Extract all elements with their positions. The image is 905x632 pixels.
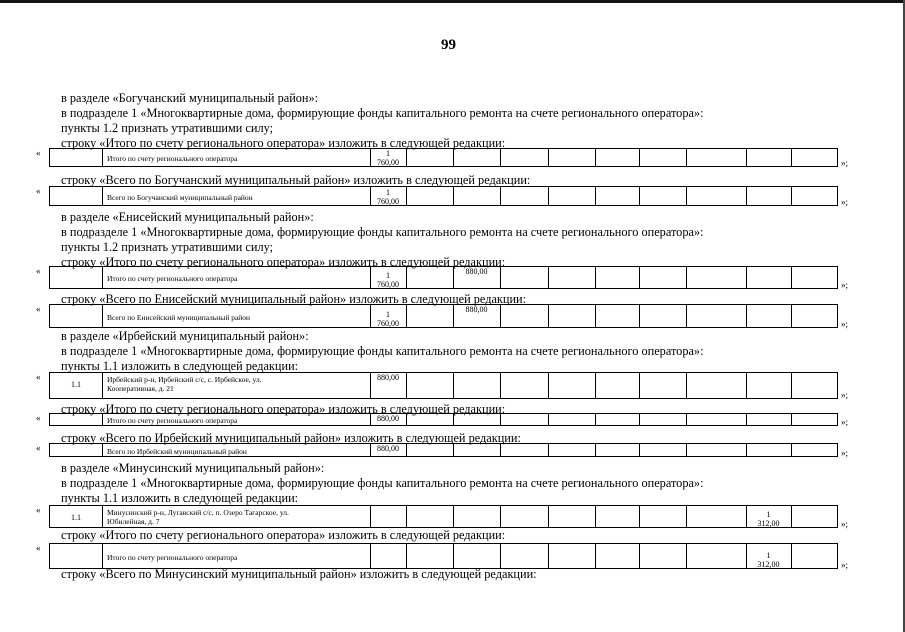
table-cell-divider xyxy=(406,373,407,398)
table-cell-divider xyxy=(595,373,596,398)
table-cell-divider xyxy=(791,414,792,425)
row-title xyxy=(107,313,250,322)
text-line: строку «Всего по Ирбейский муниципальный район» изложить в следующей редакции: xyxy=(61,431,521,445)
table-cell-divider xyxy=(406,187,407,205)
text-line: в разделе «Богучанский муниципальный район»: xyxy=(61,91,319,105)
text-line: строку «Итого по счету регионального оператора» изложить в следующей редакции: xyxy=(61,402,506,416)
table-cell-divider xyxy=(453,149,454,166)
quote-close: »; xyxy=(841,158,849,168)
table-cell-divider xyxy=(500,305,501,327)
table-cell-divider xyxy=(686,373,687,398)
table-cell-divider xyxy=(453,544,454,568)
table-cell-divider xyxy=(595,267,596,288)
table-cell-divider xyxy=(500,267,501,288)
table-cell-divider xyxy=(595,444,596,456)
table-cell-divider xyxy=(639,267,640,288)
amount-value-line: 760,00 xyxy=(377,280,399,289)
table-cell-divider xyxy=(686,149,687,166)
quote-open: « xyxy=(36,186,41,196)
amount-cell xyxy=(370,414,406,423)
quote-close: »; xyxy=(841,448,849,458)
table-cell-divider xyxy=(595,414,596,425)
table-cell-divider xyxy=(548,267,549,288)
amendment-table-row xyxy=(49,443,838,457)
table-cell-divider xyxy=(686,187,687,205)
row-title-line: Итого по счету регионального оператора xyxy=(107,154,238,163)
amount-value-line: 760,00 xyxy=(377,158,399,167)
row-title xyxy=(107,447,247,456)
table-cell-divider xyxy=(500,506,501,527)
table-cell-divider xyxy=(453,373,454,398)
row-title xyxy=(107,508,289,526)
table-cell-divider xyxy=(406,544,407,568)
amount-value-line: 312,00 xyxy=(757,519,780,528)
row-number: 1.1 xyxy=(71,513,81,522)
quote-close: »; xyxy=(841,280,849,290)
row-title-line: Юбилейная, д. 7 xyxy=(107,517,160,526)
amount-cell xyxy=(370,188,406,206)
row-title xyxy=(107,375,262,393)
quote-open: « xyxy=(36,148,41,158)
text-line: пункты 1.2 признать утратившими силу; xyxy=(61,121,274,135)
table-cell-divider xyxy=(548,149,549,166)
table-cell-divider xyxy=(102,149,103,166)
amount-cell xyxy=(370,444,406,453)
amount-value-line: 880,00 xyxy=(377,444,399,453)
table-cell-divider xyxy=(102,305,103,327)
table-cell-divider xyxy=(686,305,687,327)
amendment-table-row xyxy=(49,266,838,289)
text-line: в разделе «Минусинский муниципальный район»: xyxy=(61,461,325,475)
text-line: в подразделе 1 «Многоквартирные дома, формирующие фонды капитального ремонта на счете регионального оператора»: xyxy=(61,344,704,358)
table-cell-divider xyxy=(406,267,407,288)
table-cell-divider xyxy=(406,444,407,456)
table-cell-divider xyxy=(639,305,640,327)
table-cell-divider xyxy=(639,506,640,527)
table-cell-divider xyxy=(102,187,103,205)
table-cell-divider xyxy=(548,187,549,205)
quote-open: « xyxy=(36,505,41,515)
amount-value-line: 880,00 xyxy=(465,267,488,276)
table-cell-divider xyxy=(791,267,792,288)
table-cell-divider xyxy=(837,544,838,568)
text-line: строку «Всего по Богучанский муниципальный район» изложить в следующей редакции: xyxy=(61,173,531,187)
table-cell-divider xyxy=(102,544,103,568)
quote-open: « xyxy=(36,372,41,382)
row-title-line: Итого по счету регионального оператора xyxy=(107,416,238,425)
text-line: в разделе «Ирбейский муниципальный район»: xyxy=(61,329,309,343)
amount-value-line: 1 xyxy=(766,551,771,560)
table-cell-divider xyxy=(548,373,549,398)
amount-value-line: 1 xyxy=(386,271,390,280)
table-cell-divider xyxy=(548,414,549,425)
table-cell-divider xyxy=(791,506,792,527)
table-cell-divider xyxy=(746,267,747,288)
amount-value-line: 1 xyxy=(386,149,390,158)
table-cell-divider xyxy=(791,444,792,456)
amount-cell xyxy=(453,305,500,314)
quote-open: « xyxy=(36,443,41,453)
table-cell-divider xyxy=(746,414,747,425)
quote-open: « xyxy=(36,304,41,314)
table-cell-divider xyxy=(500,414,501,425)
table-cell-divider xyxy=(837,305,838,327)
amount-cell xyxy=(370,373,406,382)
text-line: строку «Всего по Енисейский муниципальный район» изложить в следующей редакции: xyxy=(61,292,527,306)
table-cell-divider xyxy=(370,544,371,568)
row-title xyxy=(107,193,253,202)
table-cell-divider xyxy=(595,506,596,527)
text-line: пункты 1.2 признать утратившими силу; xyxy=(61,240,274,254)
row-title xyxy=(107,274,237,283)
quote-open: « xyxy=(36,266,41,276)
table-cell-divider xyxy=(837,414,838,425)
amount-cell xyxy=(453,267,500,276)
table-cell-divider xyxy=(639,414,640,425)
table-cell-divider xyxy=(746,305,747,327)
table-cell-divider xyxy=(595,187,596,205)
table-cell-divider xyxy=(548,444,549,456)
page-top-border xyxy=(0,0,905,3)
table-cell-divider xyxy=(746,444,747,456)
table-cell-divider xyxy=(102,444,103,456)
table-cell-divider xyxy=(746,187,747,205)
amendment-table-row xyxy=(49,304,838,328)
quote-close: »; xyxy=(841,519,849,529)
quote-open: « xyxy=(36,413,41,423)
amount-cell xyxy=(746,551,791,569)
table-cell-divider xyxy=(837,149,838,166)
amount-value-line: 760,00 xyxy=(377,319,399,328)
table-cell-divider xyxy=(686,414,687,425)
table-cell-divider xyxy=(686,544,687,568)
amount-value-line: 1 xyxy=(766,510,771,519)
row-title-line: Всего по Ирбейский муниципальный район xyxy=(107,447,247,456)
amount-value-line: 880,00 xyxy=(465,305,488,314)
table-cell-divider xyxy=(453,444,454,456)
table-cell-divider xyxy=(500,149,501,166)
table-cell-divider xyxy=(548,506,549,527)
amount-value-line: 760,00 xyxy=(377,197,399,206)
text-line: в подразделе 1 «Многоквартирные дома, формирующие фонды капитального ремонта на счете регионального оператора»: xyxy=(61,225,704,239)
table-cell-divider xyxy=(500,444,501,456)
table-cell-divider xyxy=(102,414,103,425)
table-cell-divider xyxy=(500,373,501,398)
table-cell-divider xyxy=(370,506,371,527)
text-line: в разделе «Енисейский муниципальный район»: xyxy=(61,210,314,224)
table-cell-divider xyxy=(837,506,838,527)
row-title xyxy=(107,154,237,163)
table-cell-divider xyxy=(548,305,549,327)
table-cell-divider xyxy=(791,187,792,205)
text-line: пункты 1.1 изложить в следующей редакции: xyxy=(61,491,299,505)
row-title xyxy=(107,416,237,425)
row-title-line: Всего по Енисейский муниципальный район xyxy=(107,313,251,322)
amendment-table-row xyxy=(49,372,838,399)
table-cell-divider xyxy=(791,373,792,398)
table-cell-divider xyxy=(791,149,792,166)
table-cell-divider xyxy=(686,506,687,527)
table-cell-divider xyxy=(837,444,838,456)
quote-close: »; xyxy=(841,560,849,570)
table-cell-divider xyxy=(453,414,454,425)
text-line: в подразделе 1 «Многоквартирные дома, формирующие фонды капитального ремонта на счете регионального оператора»: xyxy=(61,476,704,490)
row-title-line: Итого по счету регионального оператора xyxy=(107,274,238,283)
page-number: 99 xyxy=(441,37,456,53)
amendment-table-row xyxy=(49,413,838,426)
table-cell-divider xyxy=(595,149,596,166)
table-cell-divider xyxy=(639,544,640,568)
amendment-table-row xyxy=(49,505,838,528)
table-cell-divider xyxy=(406,506,407,527)
table-cell-divider xyxy=(791,544,792,568)
row-title-line: Ирбейский р-н, Ирбейский с/с, с. Ирбейское, ул. xyxy=(107,375,262,384)
text-line: в подразделе 1 «Многоквартирные дома, формирующие фонды капитального ремонта на счете регионального оператора»: xyxy=(61,106,704,120)
amount-cell xyxy=(370,310,406,328)
amount-cell xyxy=(370,271,406,289)
table-cell-divider xyxy=(595,305,596,327)
text-line: строку «Итого по счету регионального оператора» изложить в следующей редакции: xyxy=(61,528,506,542)
table-cell-divider xyxy=(837,267,838,288)
table-cell-divider xyxy=(406,305,407,327)
table-cell-divider xyxy=(102,506,103,527)
table-cell-divider xyxy=(453,506,454,527)
row-number: 1.1 xyxy=(71,380,81,389)
amount-cell xyxy=(370,149,406,167)
table-cell-divider xyxy=(406,414,407,425)
table-cell-divider xyxy=(595,544,596,568)
row-title-line: Итого по счету регионального оператора xyxy=(107,553,238,562)
quote-close: »; xyxy=(841,390,849,400)
amount-value-line: 880,00 xyxy=(377,373,399,382)
table-cell-divider xyxy=(102,267,103,288)
amendment-table-row xyxy=(49,543,838,569)
row-title-line: Всего по Богучанский муниципальный район xyxy=(107,193,253,202)
row-title xyxy=(107,553,237,562)
quote-close: »; xyxy=(841,197,849,207)
text-line: пункты 1.1 изложить в следующей редакции: xyxy=(61,359,299,373)
table-cell-divider xyxy=(102,373,103,398)
table-cell-divider xyxy=(639,149,640,166)
table-cell-divider xyxy=(639,187,640,205)
table-cell-divider xyxy=(639,444,640,456)
table-cell-divider xyxy=(837,187,838,205)
table-cell-divider xyxy=(500,187,501,205)
table-cell-divider xyxy=(453,187,454,205)
amount-value-line: 1 xyxy=(386,188,390,197)
amendment-table-row xyxy=(49,148,838,167)
amount-cell xyxy=(746,510,791,528)
text-line: строку «Итого по счету регионального оператора» изложить в следующей редакции: xyxy=(61,136,506,150)
amount-value-line: 880,00 xyxy=(377,414,399,423)
table-cell-divider xyxy=(548,544,549,568)
table-cell-divider xyxy=(746,373,747,398)
table-cell-divider xyxy=(686,267,687,288)
table-cell-divider xyxy=(500,544,501,568)
table-cell-divider xyxy=(791,305,792,327)
quote-close: »; xyxy=(841,319,849,329)
quote-open: « xyxy=(36,543,41,553)
table-cell-divider xyxy=(406,149,407,166)
row-title-line: Кооперативная, д. 21 xyxy=(107,384,174,393)
text-line: строку «Итого по счету регионального оператора» изложить в следующей редакции: xyxy=(61,255,506,269)
quote-close: »; xyxy=(841,417,849,427)
amendment-table-row xyxy=(49,186,838,206)
table-cell-divider xyxy=(746,149,747,166)
text-line: строку «Всего по Минусинский муниципальный район» изложить в следующей редакции: xyxy=(61,567,537,581)
row-title-line: Минусинский р-н, Лугавский с/с, п. Озеро Тагарское, ул. xyxy=(107,508,289,517)
amount-value-line: 1 xyxy=(386,310,390,319)
table-cell-divider xyxy=(639,373,640,398)
table-cell-divider xyxy=(837,373,838,398)
amount-value-line: 312,00 xyxy=(757,560,780,569)
table-cell-divider xyxy=(686,444,687,456)
